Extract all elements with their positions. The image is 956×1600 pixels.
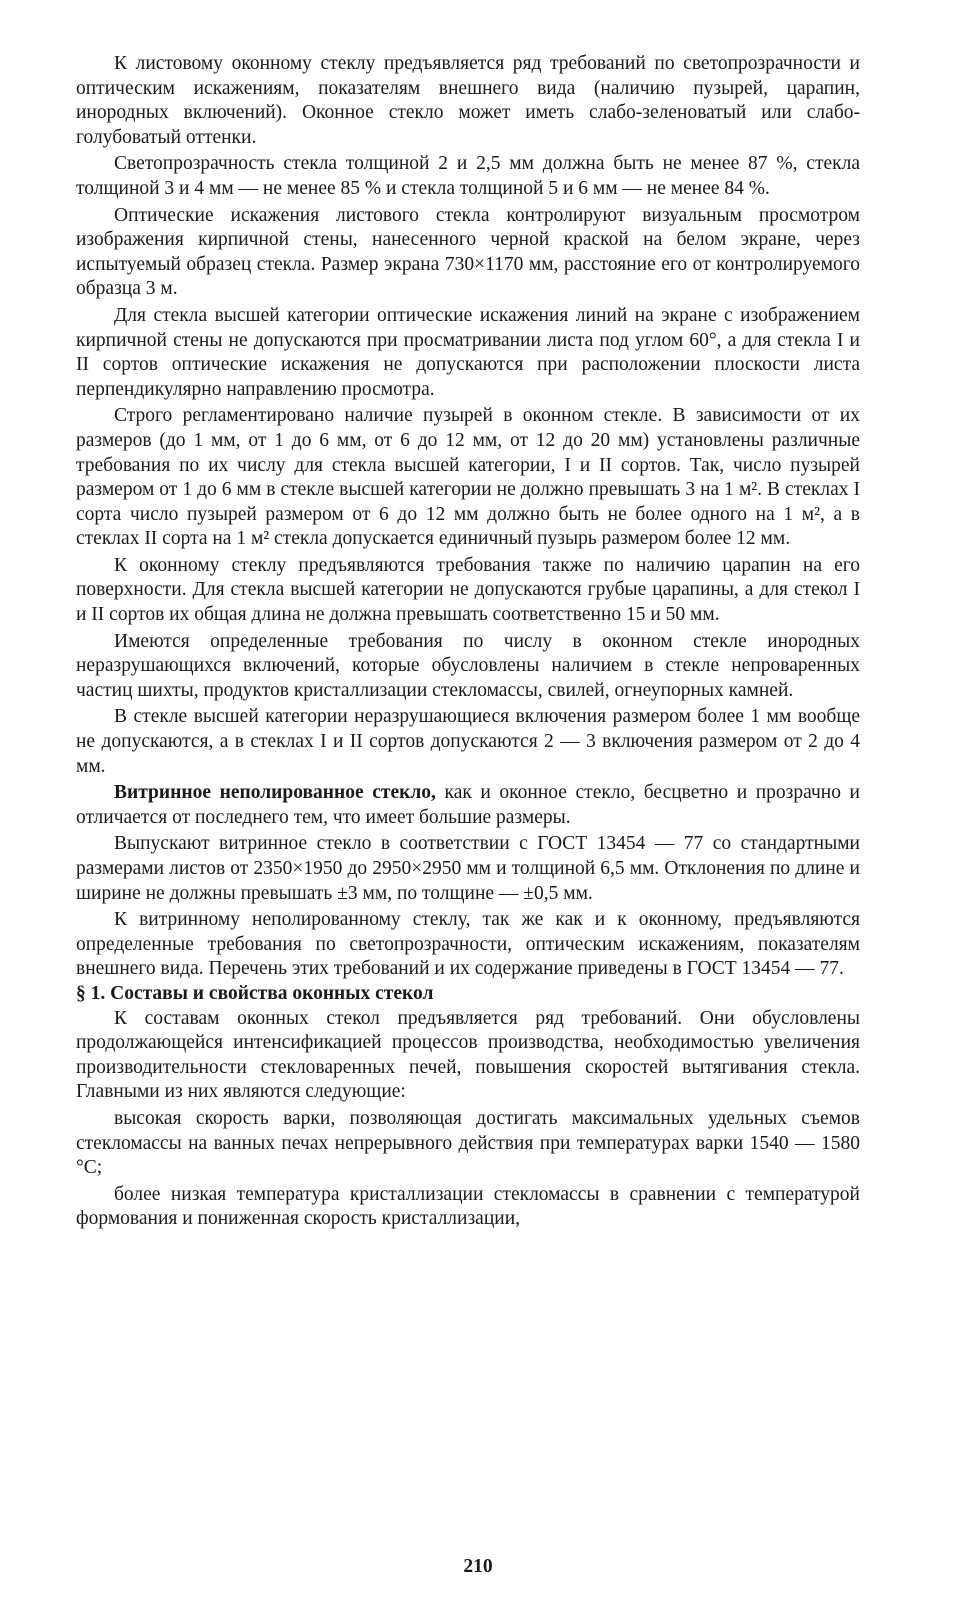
paragraph-vitrine-gost: Выпускают витринное стекло в соответствии с ГОСТ 13454 — 77 со стандартными размерами листов от 2350×1950 до 2950×2950 мм и толщиной 6,5 мм. Отклонения по длине и ширине не должны превышать ±3 мм, по толщине — ±0,5 мм. [76,833,860,904]
paragraph-bubbles: Строго регламентировано наличие пузырей в оконном стекле. В зависимости от их размеров (до 1 мм, от 1 до 6 мм, от 6 до 12 мм, от 12 до 20 мм) установлены различные требования по их числу для стекла высшей категории, I и II сортов. Так, число пузырей размером от 1 до 6 мм в стекле высшей категории не должно превышать 3 на 1 м². В стеклах I сорта число пузырей размером от 6 до 12 мм должно быть не более одного на 1 м², а в стеклах II сорта на 1 м² стекла допускается единичный пузырь размером более 12 мм. [76,405,860,550]
paragraph-optical-distortion-grades: Для стекла высшей категории оптические искажения линий на экране с изображением кирпичной стены не допускаются при просматривании листа под углом 60°, а для стекла I и II сортов оптические искажения не допускаются при расположении плоскости листа перпендикулярно направлению просмотра. [76,304,860,400]
vitrine-glass-term: Витринное неполированное стекло, [114,782,436,804]
paragraph-inclusions-grades: В стекле высшей категории неразрушающиеся включения размером более 1 мм вообще не допускаются, а в стеклах I и II сортов допускаются 2 — 3 включения размером от 2 до 4 мм. [76,706,860,777]
paragraph-composition-requirements: К составам оконных стекол предъявляется ряд требований. Они обусловлены продолжающейся интенсификацией процессов производства, необходимостью увеличения производительности стекловаренных печей, повышения скоростей вытягивания стекла. Главными из них являются следующие: [76,1007,860,1103]
paragraph-optical-distortion-control: Оптические искажения листового стекла контролируют визуальным просмотром изображения кирпичной стены, нанесенного черной краской на белом экране, через испытуемый образец стекла. Размер экрана 730×1170 мм, расстояние его от контролируемого образца 3 м. [76,204,860,300]
vitrine-glass-description: как и оконное стекло, бесцветно и прозрачно и отличается от последнего тем, что имеет большие размеры. [76,782,860,828]
paragraph-inclusions: Имеются определенные требования по числу в оконном стекле инородных неразрушающихся включений, которые обусловлены наличием в стекле непроваренных частиц шихты, продуктов кристаллизации стекломассы, свилей, огнеупорных камней. [76,630,860,701]
paragraph-sheet-glass-requirements: К листовому оконному стеклу предъявляется ряд требований по светопрозрачности и оптическим искажениям, показателям внешнего вида (наличию пузырей, царапин, инородных включений). Оконное стекло может иметь слабо-зеленоватый или слабо-голубоватый оттенки. [76,53,860,148]
list-item-crystallization: более низкая температура кристаллизации стекломассы в сравнении с температурой формования и пониженная скорость кристаллизации, [76,1183,860,1230]
paragraph-vitrine-glass [76,781,860,830]
page-number: 210 [463,1556,493,1577]
page-body [76,52,860,1232]
paragraph-vitrine-requirements: К витринному неполированному стеклу, так же как и к оконному, предъявляются определенные требования по светопрозрачности, оптическим искажениям, показателям внешнего вида. Перечень этих требований и их содержание приведены в ГОСТ 13454 — 77. [76,909,860,980]
paragraph-light-transmission: Светопрозрачность стекла толщиной 2 и 2,5 мм должна быть не менее 87 %, стекла толщиной 3 и 4 мм — не менее 85 % и стекла толщиной 5 и 6 мм — не менее 84 %. [76,153,860,199]
section-heading: § 1. Составы и свойства оконных стекол [76,982,434,1004]
paragraph-scratches: К оконному стеклу предъявляются требования также по наличию царапин на его поверхности. Для стекла высшей категории не допускаются грубые царапины, а для стекол I и II сортов их общая длина не должна превышать соответственно 15 и 50 мм. [76,554,860,626]
list-item-melting-speed: высокая скорость варки, позволяющая достигать максимальных удельных съемов стекломассы на ванных печах непрерывного действия при температурах варки 1540 — 1580 °С; [76,1107,860,1179]
